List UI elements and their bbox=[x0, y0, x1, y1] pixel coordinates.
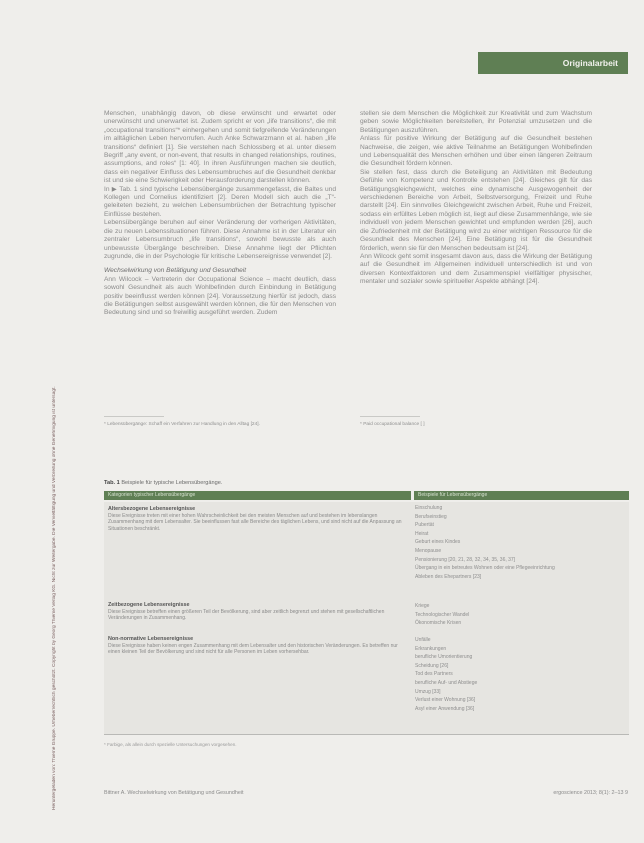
example-item: Ableben des Ehepartners [23] bbox=[415, 573, 482, 580]
example-item: Scheidung [26] bbox=[415, 662, 449, 669]
right-paragraph: Sie stellen fest, dass durch die Beteiligung an Aktivitäten mit Bedeutung Gefühle von Kompetenz und Kontrolle entstehen [24]. Gleiches gilt für das Betätigungsgleichgewicht, welches eine dynamische Ausgewogenheit der verschiedenen Bereiche von Arbeit, Selbstversorgung, Freizeit und Ruhe darstellt [24]. Ein sinnvolles Gleichgewicht zwischen Arbeit, Ruhe und Freizeit, sodass ein erfülltes Leben möglich ist, liegt auf diese Zusammenhänge, wie sie individuell von jedem Menschen gewichtet und empfunden werden [26], auch die Zufriedenheit mit der Betätigung wird zu einer wichtigen Ressource für die Gesundheit des Menschen [24]. Eine Betätigung ist für die Gesundheit förderlich, wenn sie für den Menschen bedeutsam ist [24]. bbox=[360, 168, 592, 252]
left-paragraph: Ann Wilcock – Vertreterin der Occupational Science – macht deutlich, dass sowohl Gesundheit als auch Wohlbefinden durch Einbindung in Betätigung positiv beeinflusst werden können [24]. Voraussetzung hierfür ist jedoch, dass die Betätigungen selbst ausgewählt werden können, die für den Menschen von Bedeutung sind und so freiwillig ausgeführt werden. Zudem bbox=[104, 275, 336, 317]
left-column bbox=[104, 110, 336, 318]
left-paragraph: Menschen, unabhängig davon, ob diese erwünscht und erwartet oder unerwünscht und unerwartet ist. Zudem spricht er von „life transitions“, die mit „occupational transitions“* einhergehen und somit tiefgreifende Veränderungen im alltäglichen Leben hervorrufen. Auch Anke Schwarzmann et al. haben „life transitions“ definiert [1]. Sie verstehen nach Schlossberg et al. unter diesem Begriff „any event, or non-event, that results in changed relationships, routines, assumptions, and roles“ [1: 40]. In ihren Ausführungen machen sie deutlich, dass ein negativer Einfluss des Lebensumbruches auf die Gesundheit denkbar ist und sie eine Schwierigkeit oder Herausforderung darstellen können. bbox=[104, 110, 336, 185]
examples-list bbox=[415, 602, 625, 628]
example-item: Berufseinstieg bbox=[415, 513, 447, 520]
table-caption bbox=[104, 480, 222, 486]
table-group-title: Non-normative Lebensereignisse bbox=[108, 636, 194, 642]
table-header-category: Kategorien typischer Lebensübergänge bbox=[104, 491, 411, 500]
example-item: Technologischer Wandel bbox=[415, 611, 470, 618]
example-item: Kriege bbox=[415, 603, 430, 609]
section-tab bbox=[478, 52, 628, 74]
example-item: Übergang in ein betreutes Wohnen oder eine Pflegeeinrichtung bbox=[415, 565, 555, 572]
table-header bbox=[104, 491, 629, 500]
table-group-title: Zeitbezogene Lebensereignisse bbox=[108, 602, 190, 608]
left-paragraph: Lebensübergänge beruhen auf einer Veränderung der vorherigen Aktivitäten, die zu neuen Lebenssituationen führen. Diese Annahme ist in der Literatur ein zentraler Lebensumbruch „life transitions“, sowohl bewusste als auch unbewusste Übergänge beschreiben. Diese Annahme liegt der Pflichten zugrunde, die in der Psychologie für kritische Lebensereignisse verwendet [2]. bbox=[104, 219, 336, 260]
table-group-text: Diese Ereignisse betreffen einen größeren Teil der Bevölkerung, sind aber zeitlich begrenzt und stehen mit gesellschaftlichen Veränderungen in Zusammenhang. bbox=[108, 608, 385, 622]
footnote-divider bbox=[104, 416, 164, 417]
copyright-side-text: Heruntergeladen von: Thieme Gruppe. Urheberrechtlich geschützt. Copyright by Georg Thieme Verlag KG. Nicht zur Weitergabe. Die Vervielfältigung und Verbreitung ohne Genehmigung ist untersagt. bbox=[52, 386, 57, 810]
page-citation: ergoscience 2013; 8(1): 2–13 9 bbox=[553, 790, 628, 796]
example-item: Tod des Partners bbox=[415, 671, 453, 678]
right-paragraph: Ann Wilcock geht somit insgesamt davon aus, dass die Wirkung der Betätigung auf die Gesundheit im Allgemeinen individuell unterschiedlich ist und von diversen Kontextfaktoren und dem Zusammenspiel vielfältiger physischer, mentaler und sozialer sowie spiritueller Aspekte abhängt [24]. bbox=[360, 252, 592, 286]
copyright-side-notice bbox=[52, 75, 62, 810]
table-group bbox=[108, 636, 408, 656]
running-footer: Bittner A. Wechselwirkung von Betätigung und Gesundheit bbox=[104, 790, 244, 796]
section-tab-label: Originalarbeit bbox=[562, 58, 618, 68]
example-item: Erkrankungen bbox=[415, 645, 447, 652]
table-group bbox=[108, 506, 408, 532]
example-item: Umzug [33] bbox=[415, 688, 441, 695]
right-column bbox=[360, 110, 592, 287]
right-paragraph: stellen sie dem Menschen die Möglichkeit zur Kreativität und zum Wachstum geben sowie Möglichkeiten bereitstellen, ihr Potenzial umzusetzen und die Betätigungen auszuführen. bbox=[360, 110, 592, 134]
example-item: Pubertät bbox=[415, 522, 434, 529]
example-item: berufliche Auf- und Abstiege bbox=[415, 679, 478, 686]
example-item: Unfälle bbox=[415, 637, 431, 643]
examples-list bbox=[415, 636, 625, 713]
table-group-text: Diese Ereignisse haben keinen engen Zusammenhang mit dem Lebensalter und den historischen Veränderungen. Es betreffen nur einen kleinen Teil der Bevölkerung und sind nicht für alle Personen im Leben vorhersehbar. bbox=[108, 642, 398, 656]
examples-list bbox=[415, 504, 625, 581]
table-caption-label: Tab. 1 bbox=[104, 480, 120, 486]
example-item: Asyl einer Anwendung [36] bbox=[415, 705, 475, 712]
table-group-text: Diese Ereignisse treten mit einer hohen Wahrscheinlichkeit bei den meisten Menschen auf und bestehen im lebenslangen Zusammenhang mit dem Lebensalter. Sie beeinflussen fast alle Bereiche des täglichen Lebens, und sind nicht auf die Anpassung an Situationen beschränkt. bbox=[108, 512, 402, 532]
example-item: Menopause bbox=[415, 547, 442, 554]
example-item: Einschulung bbox=[415, 505, 443, 511]
table-body bbox=[104, 502, 629, 735]
table-group-title: Altersbezogene Lebensereignisse bbox=[108, 506, 196, 512]
table-header-examples: Beispiele für Lebensübergänge bbox=[414, 491, 629, 500]
example-item: Ökonomische Krisen bbox=[415, 620, 462, 627]
example-item: berufliche Umorientierung bbox=[415, 654, 473, 661]
table-group bbox=[108, 602, 408, 622]
right-paragraph: Anlass für positive Wirkung der Betätigung auf die Gesundheit bestehen Nachweise, die zeigen, wie aktive Teilnahme an Betätigungen Wohlbefinden und Lebensqualität des Menschen erhöhen und über einen längeren Zeitraum die Gesundheit fördern können. bbox=[360, 135, 592, 168]
footnote-divider bbox=[360, 416, 420, 417]
footnote-right: * Paid occupational balance [ ] bbox=[360, 422, 425, 427]
table-footnote: * Farbige, als allein durch spezielle Untersuchungen vorgesehen. bbox=[104, 742, 237, 747]
left-paragraph: In ▶ Tab. 1 sind typische Lebensübergänge zusammengefasst, die Baltes und Kollegen und Cornelius identifiziert [2]. Deren Modell sich auch die „T“-geleiteten bezieht, zu welchen Lebensumbrüchen der Betrachtung typischer Einflüsse bestehen. bbox=[104, 185, 336, 218]
example-item: Heirat bbox=[415, 530, 429, 537]
example-item: Pensionierung [20, 21, 28, 32, 34, 35, 36, 37] bbox=[415, 556, 516, 563]
footnote-left: * Lebensübergänge: Schaff ein Verfahren zur Handlung in den Alltag [24]. bbox=[104, 422, 260, 427]
example-item: Geburt eines Kindes bbox=[415, 539, 461, 546]
section-subheading: Wechselwirkung von Betätigung und Gesundheit bbox=[104, 267, 247, 275]
example-item: Verlust einer Wohnung [36] bbox=[415, 697, 476, 704]
table-caption-text: Beispiele für typische Lebensübergänge. bbox=[121, 480, 223, 486]
